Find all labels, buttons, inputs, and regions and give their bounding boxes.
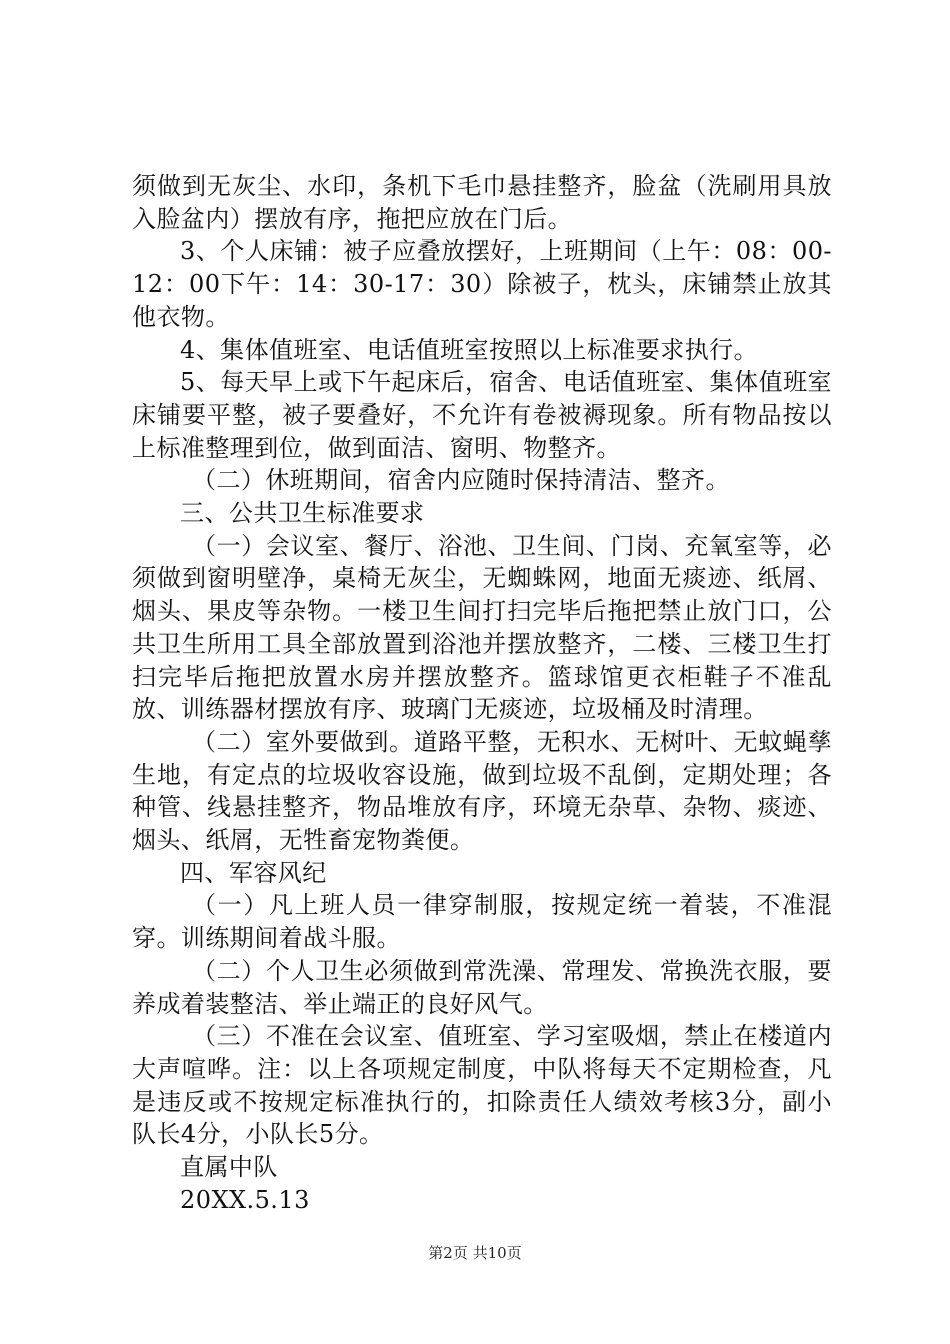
paragraph-duty-room-rules: 4、集体值班室、电话值班室按照以上标准要求执行。 xyxy=(180,335,759,364)
paragraph-smoking-and-penalty: （三）不准在会议室、值班室、学习室吸烟，禁止在楼道内大声喧哗。注：以上各项规定制度，中队将每天不定期检查，凡是违反或不按规定标准执行的，扣除责任人绩效考核3分，副小队长4分，小队长5分。 xyxy=(132,1022,832,1149)
paragraph-indoor-public-areas: （一）会议室、餐厅、浴池、卫生间、门岗、充氧室等，必须做到窗明壁净，桌椅无灰尘，无蜘蛛网，地面无痰迹、纸屑、烟头、果皮等杂物。一楼卫生间打扫完毕后拖把禁止放门口，公共卫生所用工具全部放置到浴池并摆放整齐，二楼、三楼卫生打扫完毕后拖把放置水房并摆放整齐。篮球馆更衣柜鞋子不准乱放、训练器材摆放有序、玻璃门无痰迹，垃圾桶及时清理。 xyxy=(132,531,832,724)
page-number-footer: 第2页 共10页 xyxy=(428,1244,522,1262)
paragraph-continuation: 须做到无灰尘、水印，条机下毛巾悬挂整齐，脸盆（洗刷用具放入脸盆内）摆放有序，拖把应放在门后。 xyxy=(132,172,832,233)
document-body xyxy=(132,170,832,1217)
paragraph-personal-hygiene: （二）个人卫生必须做到常洗澡、常理发、常换洗衣服，要养成着装整洁、举止端正的良好风气。 xyxy=(132,956,832,1018)
paragraph-off-duty-rules: （二）休班期间，宿舍内应随时保持清洁、整齐。 xyxy=(192,466,730,495)
paragraph-uniform-rules: （一）凡上班人员一律穿制服，按规定统一着装，不准混穿。训练期间着战斗服。 xyxy=(132,891,832,953)
section-heading-public-hygiene: 三、公共卫生标准要求 xyxy=(180,499,425,528)
signature-unit: 直属中队 xyxy=(180,1153,278,1182)
paragraph-bed-rules: 3、个人床铺：被子应叠放摆好，上班期间（上午：08：00-12：00下午：14：30-17：30）除被子，枕头，床铺禁止放其他衣物。 xyxy=(132,237,832,331)
section-heading-discipline: 四、军容风纪 xyxy=(180,858,327,887)
paragraph-outdoor-areas: （二）室外要做到。道路平整，无积水、无树叶、无蚊蝇孳生地，有定点的垃圾收容设施，做到垃圾不乱倒，定期处理；各种管、线悬挂整齐，物品堆放有序，环境无杂草、杂物、痰迹、烟头、纸屑，无牲畜宠物粪便。 xyxy=(132,727,832,855)
paragraph-morning-tidy-rules: 5、每天早上或下午起床后，宿舍、电话值班室、集体值班室床铺要平整，被子要叠好，不允许有卷被褥现象。所有物品按以上标准整理到位，做到面洁、窗明、物整齐。 xyxy=(132,368,832,462)
signature-date: 20XX.5.13 xyxy=(180,1185,310,1214)
